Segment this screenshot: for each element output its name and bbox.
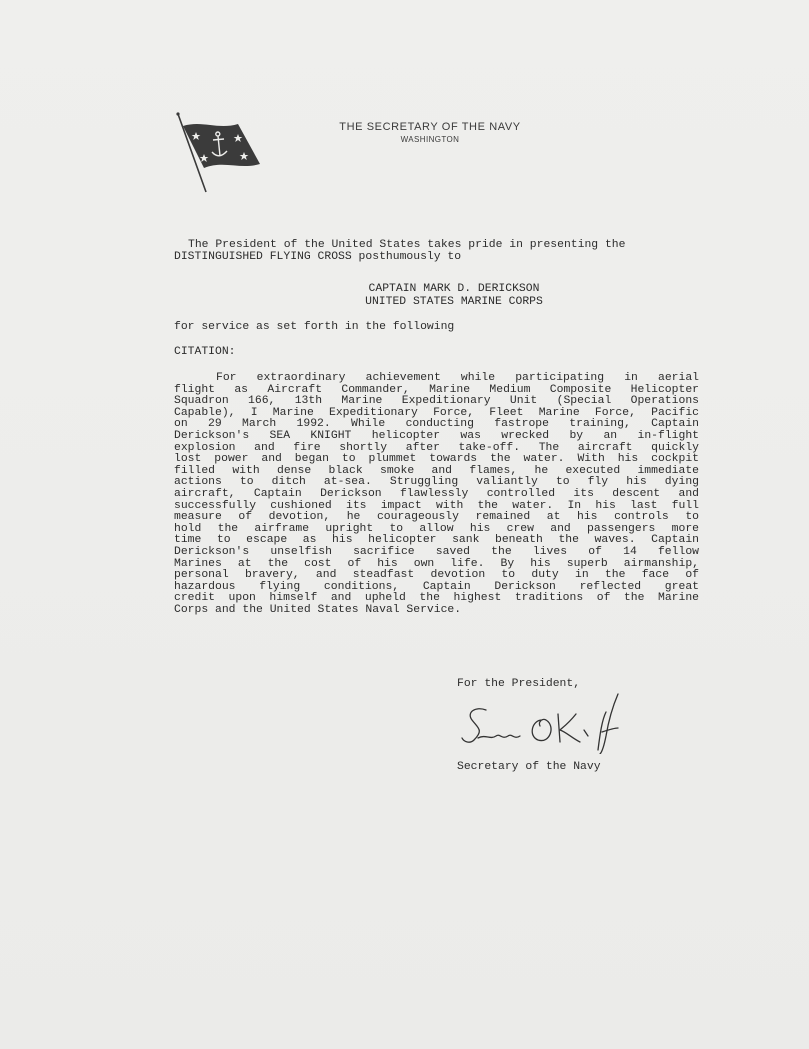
closing-line: For the President, — [457, 678, 581, 690]
citation-line: Capable), I Marine Expeditionary Force, Fleet Marine Force, Pacific — [174, 406, 699, 419]
recipient-unit: UNITED STATES MARINE CORPS — [365, 295, 543, 308]
citation-line: on 29 March 1992. While conducting fastrope training, Captain — [174, 418, 699, 431]
citation-body — [174, 373, 699, 616]
citation-line: Derickson's SEA KNIGHT helicopter was wrecked by an in-flight — [174, 429, 699, 442]
letterhead-title: THE SECRETARY OF THE NAVY — [339, 121, 521, 133]
letterhead-subtitle: WASHINGTON — [400, 135, 460, 144]
citation-line: Derickson's unselfish sacrifice saved the lives of 14 fellow — [174, 545, 699, 558]
recipient-block — [334, 283, 574, 308]
citation-line: successfully cushioned its impact with the water. In his last full — [174, 499, 699, 512]
citation-line: flight as Aircraft Commander, Marine Medium Composite Helicopter — [174, 383, 699, 396]
intro-line-1: The President of the United States takes pride in presenting the — [188, 239, 626, 251]
citation-label: CITATION: — [174, 346, 236, 358]
citation-line: personal bravery, and steadfast devotion to duty in the face of — [174, 569, 699, 582]
citation-line: actions to ditch at-sea. Struggling valiantly to fly his dying — [174, 476, 699, 489]
citation-line: filled with dense black smoke and flames, he executed immediate — [174, 464, 699, 477]
citation-line: measure of devotion, he courageously remained at his controls to — [174, 511, 699, 524]
handwritten-signature — [456, 690, 646, 754]
citation-line: time to escape as his helicopter sank beneath the waves. Captain — [174, 534, 699, 547]
citation-line: lost power and began to plummet towards the water. With his cockpit — [174, 453, 699, 466]
recipient-name: CAPTAIN MARK D. DERICKSON — [368, 283, 540, 295]
intro-line-2: DISTINGUISHED FLYING CROSS posthumously to — [174, 251, 462, 263]
citation-line: Squadron 166, 13th Marine Expeditionary Unit (Special Operations — [174, 395, 699, 408]
citation-line: hold the airframe upright to allow his crew and passengers more — [174, 522, 699, 535]
signer-title: Secretary of the Navy — [457, 761, 601, 773]
citation-line: For extraordinary achievement while participating in aerial — [216, 372, 699, 384]
citation-line: Corps and the United States Naval Service. — [174, 603, 462, 616]
citation-line: credit upon himself and upheld the highest traditions of the Marine — [174, 592, 699, 605]
citation-line: explosion and fire shortly after take-off. The aircraft quickly — [174, 441, 699, 454]
service-line: for service as set forth in the following — [174, 321, 455, 333]
secretary-of-the-navy-flag-icon — [174, 112, 264, 194]
letterhead — [300, 120, 560, 146]
citation-line: Marines at the cost of his own life. By his superb airmanship, — [174, 557, 699, 570]
citation-line: hazardous flying conditions, Captain Derickson reflected great — [174, 580, 699, 593]
citation-line: aircraft, Captain Derickson flawlessly controlled its descent and — [174, 487, 699, 500]
